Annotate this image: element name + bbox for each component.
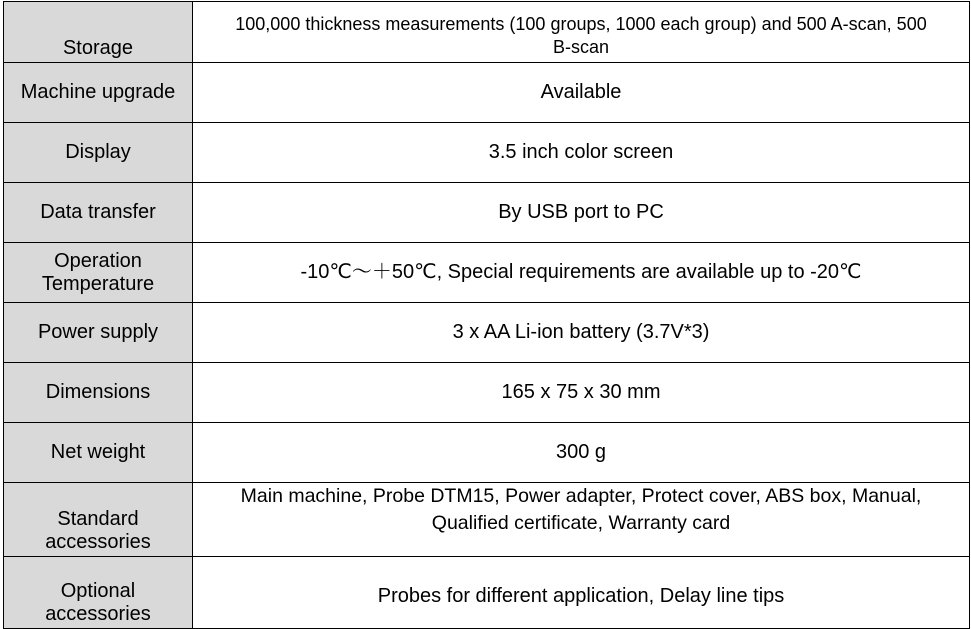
row-label-line: accessories [45,531,151,553]
table-row [4,303,970,363]
table-row [4,557,970,629]
row-label-line: Temperature [41,272,155,295]
row-value [193,483,970,557]
row-value-line: 100,000 thickness measurements (100 groups, 1000 each group) and 500 A-scan, 500 [235,14,927,34]
table-row [4,243,970,303]
row-value: Probes for different application, Delay line tips [193,557,970,629]
row-value: By USB port to PC [193,183,970,243]
row-value-line: Qualified certificate, Warranty card [431,512,731,534]
specifications-table [3,1,970,629]
row-label [4,243,193,303]
row-value: Available [193,63,970,123]
row-value-line: B-scan [552,37,610,57]
row-label: Storage [4,2,193,63]
row-label-line: accessories [45,603,151,625]
table-row [4,423,970,483]
table-row [4,363,970,423]
row-label-line: Optional [60,580,136,602]
row-label-line: Standard [57,508,139,530]
row-value: 3.5 inch color screen [193,123,970,183]
row-value: 165 x 75 x 30 mm [193,363,970,423]
row-label: Data transfer [4,183,193,243]
table-row [4,123,970,183]
row-value: 3 x AA Li-ion battery (3.7V*3) [193,303,970,363]
row-label: Machine upgrade [4,63,193,123]
row-value: 300 g [193,423,970,483]
row-label-line: Operation [54,249,142,272]
row-label [4,483,193,557]
row-label: Power supply [4,303,193,363]
table-row [4,183,970,243]
row-label: Net weight [4,423,193,483]
table-row [4,483,970,557]
table-row [4,63,970,123]
row-label [4,557,193,629]
table-row [4,2,970,63]
row-value-line: Main machine, Probe DTM15, Power adapter, Protect cover, ABS box, Manual, [240,485,922,507]
row-label: Display [4,123,193,183]
row-value: -10℃～＋50℃, Special requirements are available up to -20℃ [193,243,970,303]
row-value [193,2,970,63]
row-label: Dimensions [4,363,193,423]
